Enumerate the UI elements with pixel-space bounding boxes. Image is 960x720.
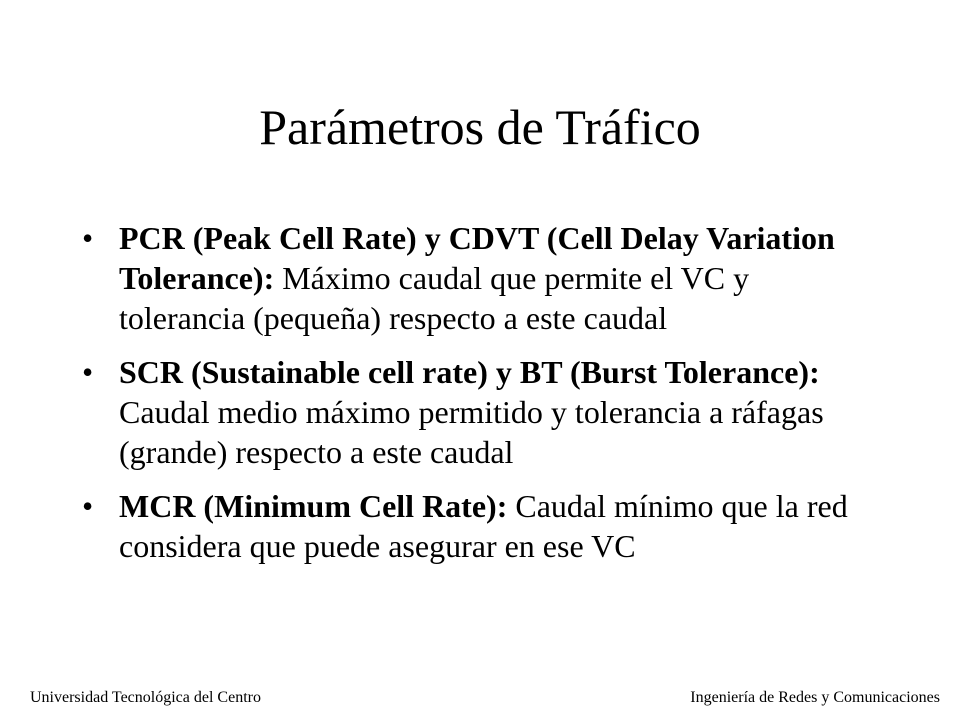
bullet-mcr — [82, 486, 882, 566]
footer-course: Ingeniería de Redes y Comunicaciones — [690, 689, 940, 706]
bullet-term: PCR (Peak Cell Rate) y CDVT (Cell Delay Variation Tolerance): — [119, 220, 835, 296]
bullet-term: MCR (Minimum Cell Rate): — [119, 488, 508, 524]
bullet-icon: • — [82, 220, 94, 256]
bullet-list — [82, 218, 882, 580]
bullet-term: SCR (Sustainable cell rate) y BT (Burst Tolerance): — [119, 354, 820, 390]
bullet-pcr — [82, 218, 882, 338]
bullet-scr — [82, 352, 882, 472]
bullet-text: Máximo caudal que permite el VC y tolerancia (pequeña) respecto a este caudal — [119, 260, 750, 336]
bullet-text: Caudal medio máximo permitido y tolerancia a ráfagas (grande) respecto a este caudal — [119, 394, 824, 470]
bullet-icon: • — [82, 488, 94, 524]
bullet-icon: • — [82, 354, 94, 390]
footer-university: Universidad Tecnológica del Centro — [30, 689, 261, 706]
bullet-text: Caudal mínimo que la red considera que puede asegurar en ese VC — [119, 488, 848, 564]
slide-title: Parámetros de Tráfico — [259, 99, 701, 155]
